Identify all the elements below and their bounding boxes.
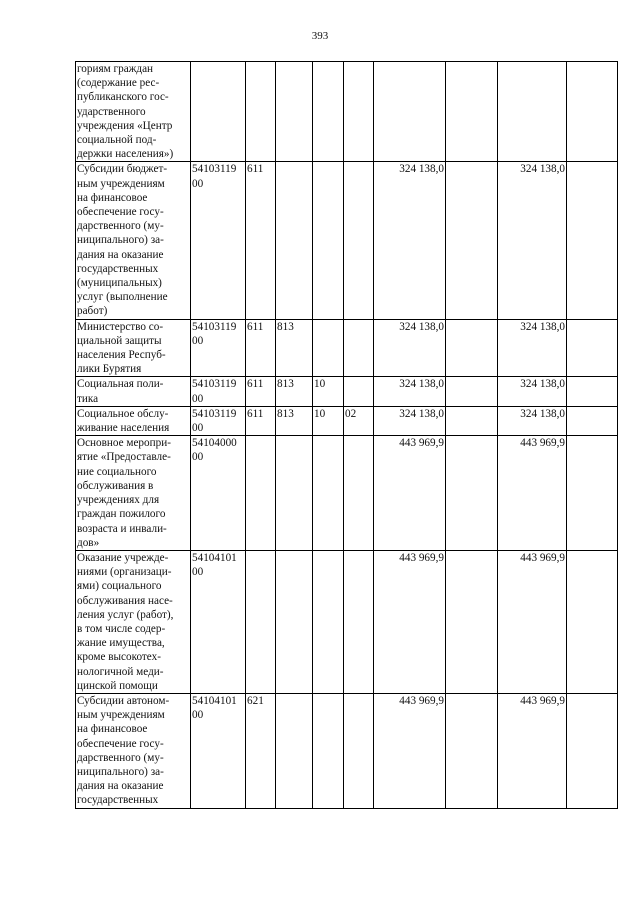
table-row — [76, 693, 618, 808]
section-cell — [313, 162, 344, 319]
target-article-cell: 54103119 00 — [191, 162, 246, 319]
amount-cell — [446, 406, 498, 435]
expense-type-cell — [246, 62, 276, 162]
expense-type-cell — [246, 550, 276, 693]
amount-cell — [567, 550, 618, 693]
amount-cell: 443 969,9 — [498, 550, 567, 693]
item-name-cell: Социальное обслу- живание населения — [76, 406, 191, 435]
amount-cell: 443 969,9 — [498, 436, 567, 551]
table-row — [76, 62, 618, 162]
table-row — [76, 377, 618, 406]
subsection-cell — [344, 693, 374, 808]
ministry-code-cell: 813 — [276, 319, 313, 377]
target-article-cell — [191, 62, 246, 162]
amount-cell: 443 969,9 — [498, 693, 567, 808]
subsection-cell — [344, 62, 374, 162]
item-name-cell: гориям граждан (содержание рес- публиканского гос- ударственного учреждения «Центр социальной под- держки населения») — [76, 62, 191, 162]
section-cell — [313, 693, 344, 808]
table-row — [76, 550, 618, 693]
target-article-cell: 54104101 00 — [191, 693, 246, 808]
subsection-cell — [344, 550, 374, 693]
amount-cell: 324 138,0 — [498, 406, 567, 435]
expense-type-cell — [246, 436, 276, 551]
amount-cell: 324 138,0 — [374, 162, 446, 319]
expense-type-cell: 611 — [246, 406, 276, 435]
subsection-cell — [344, 162, 374, 319]
subsection-cell — [344, 377, 374, 406]
subsection-cell — [344, 319, 374, 377]
target-article-cell: 54104000 00 — [191, 436, 246, 551]
table-row — [76, 162, 618, 319]
item-name-cell: Оказание учрежде- ниями (организаци- ями) социального обслуживания насе- ления услуг (работ), в том числе содер- жание имущества, кроме высокотех- нологичной меди- цинской помощи — [76, 550, 191, 693]
amount-cell — [498, 62, 567, 162]
target-article-cell: 54104101 00 — [191, 550, 246, 693]
amount-cell — [446, 319, 498, 377]
amount-cell — [567, 319, 618, 377]
page-number: 393 — [311, 30, 329, 42]
amount-cell — [374, 62, 446, 162]
section-cell — [313, 319, 344, 377]
item-name-cell: Субсидии бюджет- ным учреждениям на финансовое обеспечение госу- дарственного (му- ниципального) за- дания на оказание государственных (муниципальных) услуг (выполнение работ) — [76, 162, 191, 319]
target-article-cell: 54103119 00 — [191, 319, 246, 377]
section-cell: 10 — [313, 406, 344, 435]
ministry-code-cell — [276, 62, 313, 162]
expense-type-cell: 611 — [246, 319, 276, 377]
amount-cell — [567, 62, 618, 162]
item-name-cell: Министерство со- циальной защиты населения Респуб- лики Бурятия — [76, 319, 191, 377]
amount-cell — [567, 693, 618, 808]
amount-cell — [446, 162, 498, 319]
amount-cell: 443 969,9 — [374, 550, 446, 693]
ministry-code-cell: 813 — [276, 377, 313, 406]
section-cell — [313, 62, 344, 162]
section-cell — [313, 550, 344, 693]
amount-cell — [567, 162, 618, 319]
item-name-cell: Субсидии автоном- ным учреждениям на финансовое обеспечение госу- дарственного (му- ниципального) за- дания на оказание государственных — [76, 693, 191, 808]
amount-cell — [446, 62, 498, 162]
amount-cell: 443 969,9 — [374, 436, 446, 551]
amount-cell — [446, 436, 498, 551]
amount-cell: 324 138,0 — [374, 406, 446, 435]
amount-cell — [446, 693, 498, 808]
amount-cell — [567, 436, 618, 551]
amount-cell — [446, 377, 498, 406]
amount-cell: 443 969,9 — [374, 693, 446, 808]
amount-cell — [567, 377, 618, 406]
table-row — [76, 319, 618, 377]
target-article-cell: 54103119 00 — [191, 377, 246, 406]
subsection-cell — [344, 436, 374, 551]
table-row — [76, 436, 618, 551]
amount-cell: 324 138,0 — [498, 319, 567, 377]
section-cell: 10 — [313, 377, 344, 406]
expense-type-cell: 611 — [246, 377, 276, 406]
budget-table — [75, 61, 618, 809]
amount-cell: 324 138,0 — [374, 319, 446, 377]
amount-cell — [567, 406, 618, 435]
amount-cell — [446, 550, 498, 693]
table-row — [76, 406, 618, 435]
ministry-code-cell — [276, 693, 313, 808]
ministry-code-cell: 813 — [276, 406, 313, 435]
ministry-code-cell — [276, 436, 313, 551]
expense-type-cell: 621 — [246, 693, 276, 808]
amount-cell: 324 138,0 — [498, 162, 567, 319]
item-name-cell: Основное меропри- ятие «Предоставле- ние социального обслуживания в учреждениях для граждан пожилого возраста и инвали- дов» — [76, 436, 191, 551]
item-name-cell: Социальная поли- тика — [76, 377, 191, 406]
section-cell — [313, 436, 344, 551]
subsection-cell: 02 — [344, 406, 374, 435]
ministry-code-cell — [276, 162, 313, 319]
ministry-code-cell — [276, 550, 313, 693]
target-article-cell: 54103119 00 — [191, 406, 246, 435]
amount-cell: 324 138,0 — [374, 377, 446, 406]
expense-type-cell: 611 — [246, 162, 276, 319]
amount-cell: 324 138,0 — [498, 377, 567, 406]
